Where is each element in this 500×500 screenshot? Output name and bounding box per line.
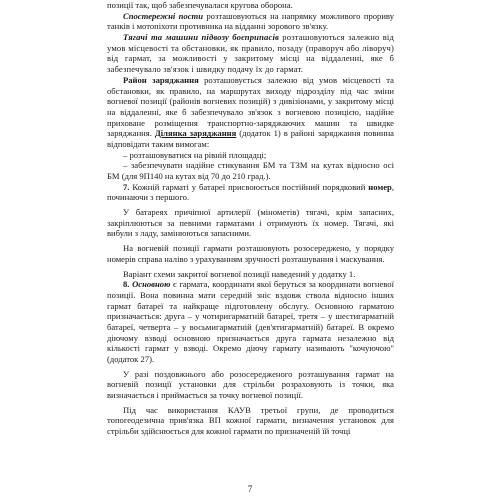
text: У разі поздовжнього або розосередженого розташування гармат на вогневій позиції установки для стрільби розраховують із точки, яка визначається і приймається за точку вогневої позиції. — [107, 368, 394, 401]
paragraph-tractors — [107, 32, 394, 75]
paragraph-scheme-variant — [107, 269, 394, 280]
paragraph-0 — [107, 0, 394, 11]
paragraph-kauv — [107, 405, 394, 437]
term-tractors: Тягачі та машини підвозу боєприпасів — [123, 32, 279, 43]
term-loading-section: Ділянка заряджання — [154, 128, 237, 139]
text: позиції так, щоб забезпечувалася кругова оборона. — [107, 0, 293, 10]
text: Під час використання КАУВ третьої групи, де проводиться топогеодезична прив'язка ВП кожної гармати, визначення установок для стрільби здійснюється для кожної гармати по призначеній їй точці — [107, 404, 394, 437]
paragraph-observation-posts — [107, 11, 394, 32]
text: – забезпечувати надійне стикування БМ та ТЗМ на кутах відносно осі БМ (для 9П140 на кутах від 70 до 210 град.). — [107, 160, 394, 181]
page-number: 7 — [247, 484, 253, 494]
text: є гармата, координати якої беруться за координати вогневої позиції. Вона повинна мати середній зніс вздовж ствола відносно інших гармат батареї та найкраще підготовлену обслугу. Основною гарматою призначається: друга – у чотиригарматній батареї, третя – у шестигарматній батареї, четверта – у восьмигарматній (дев'ятигарматній) батареї. В окремо діючому взводі основною призначається друга гармата незалежно від кількості гармат у взводі. Окремо діючу гармату називають "кочуючою" (додаток 27). — [107, 279, 394, 364]
text: – розташовуватися на рівній площадці; — [123, 149, 267, 160]
text: розташовується залежно від умов місцевості та обстановки, як правило, на маршрутах виходу підрозділу під час зміни вогневої позиції (районів вогневих позицій) з дивізіонами, у закритому місці на віддаленні, яке б забезпечувало зв'язок з вогневою позицією, надійне приховане розміщення транспортно-заряджаючих машин та швидке заряджання. — [107, 74, 394, 139]
paragraph-7 — [107, 182, 394, 203]
paragraph-towed-artillery — [107, 207, 394, 239]
text: розташовуються залежно від умов місцевості та обстановки, як правило, позаду (праворуч або ліворуч) від гармат, за можливості у закритому місці на віддаленні, яке б забезпечувало зв'язок і швидку подачу їх до гармат. — [107, 32, 394, 75]
section-number-8: 8. — [123, 279, 130, 290]
section-number-7: 7. — [123, 181, 130, 192]
paragraph-loading-area — [107, 75, 394, 150]
text: У батареях причіпної артилерії (мінометів) тягачі, крім запасних, закріплюються за певними гарматами і отримують їх номер. Тягачі, які вибули з ладу, замінюються запасними. — [107, 207, 394, 239]
term-number: номер — [368, 181, 392, 192]
text: Кожній гарматі у батареї присвоюється постійний порядковий — [129, 181, 369, 192]
text: розташовуються на напрямку можливого прориву танків і мотопіхоти противника на відданні зорового зв'язку. — [107, 10, 394, 32]
text: , починаючи з першого. — [107, 181, 394, 203]
paragraph-firing-position — [107, 243, 394, 264]
paragraph-8 — [107, 279, 394, 365]
paragraph-dispersed — [107, 369, 394, 401]
term-main-gun: Основною — [132, 279, 171, 290]
document-page — [107, 0, 394, 437]
list-item-1 — [107, 150, 394, 161]
text: Варіант схеми закритої вогневої позиції наведений у додатку 1. — [123, 268, 356, 279]
term-observation-posts: Спостережні пости — [123, 10, 203, 21]
term-loading-area: Район заряджання — [123, 74, 199, 85]
list-item-2 — [107, 160, 394, 181]
text: На вогневій позиції гармати розташовують розосереджено, у порядку номерів справа наліво з урахуванням зручності розташування і маскування. — [107, 243, 394, 264]
text: (додаток 1) в районі заряджання повинна відповідати таким вимогам: — [107, 128, 394, 149]
